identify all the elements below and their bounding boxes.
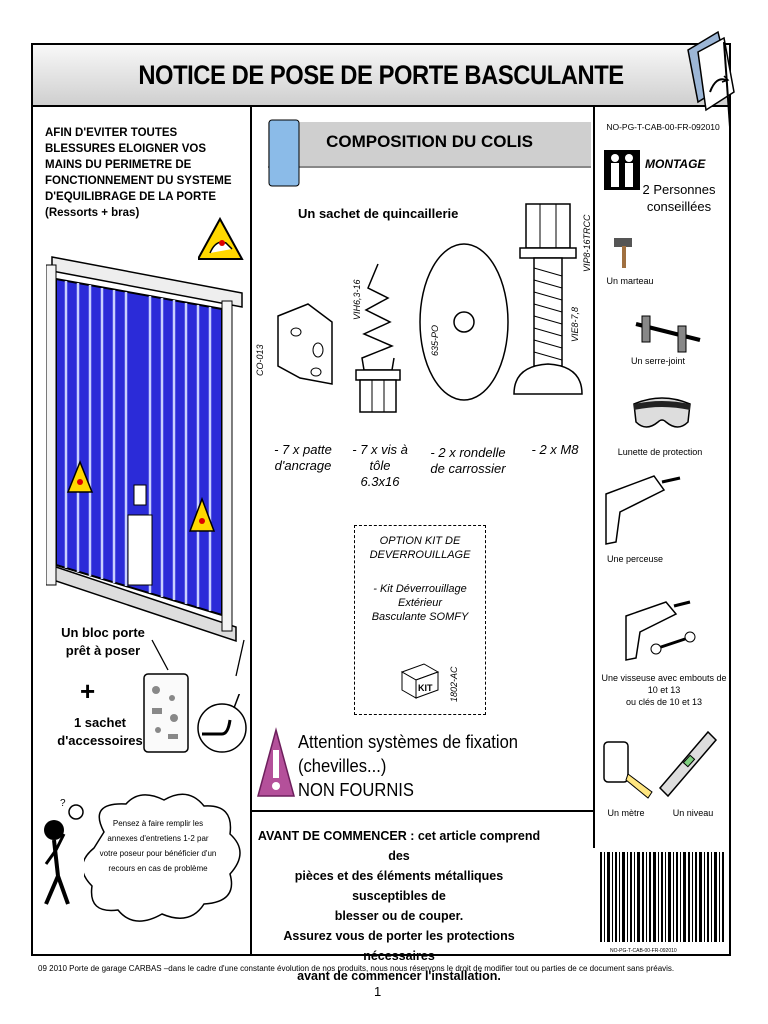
page-title: NOTICE DE POSE DE PORTE BASCULANTE [138, 60, 624, 90]
item-patte-line2: d'ancrage [274, 458, 332, 473]
sachet-line2: d'accessoires [57, 733, 143, 748]
code-co013: CO-013 [255, 344, 265, 376]
two-persons-icon [602, 148, 642, 192]
hammer-icon [610, 234, 646, 270]
bag-icon [266, 116, 302, 190]
callout-lines [150, 638, 250, 678]
kit-box-text: KIT [418, 683, 433, 693]
item-rondelle-line2: de carrossier [430, 461, 506, 476]
safety-warning: AFIN D'EVITER TOUTES BLESSURES ELOIGNER VOS MAINS DU PERIMETRE DE FONCTIONNEMENT DU SYSTEME D'EQUILIBRAGE DE LA PORTE (Ressorts + bras) [45, 127, 232, 219]
kit-box-icon [398, 658, 442, 702]
attention-warning-icon [256, 726, 296, 802]
tool-clamp-label: Un serre-joint [630, 356, 686, 366]
code-vih: VIH6,3-16 [352, 279, 362, 320]
plus-sign: + [80, 676, 96, 706]
barcode-image [596, 848, 728, 948]
item-rondelle-line1: - 2 x rondelle [430, 445, 506, 460]
tape-measure-icon [600, 736, 656, 802]
garage-door-illustration [46, 245, 251, 650]
option-title-line2: DEVERROUILLAGE [369, 549, 471, 561]
tool-visseuse-line1: Une visseuse avec embouts de [601, 673, 727, 683]
washer-drawing [414, 240, 514, 420]
hazard-left-icon [66, 458, 94, 498]
option-title-line1: OPTION KIT DE [379, 535, 461, 547]
bolt-m8-drawing [510, 198, 586, 408]
bloc-porte-line2: prêt à poser [65, 643, 141, 658]
avant-line3: blesser ou de couper. [334, 909, 464, 923]
detail-magnifier-image [194, 694, 250, 756]
avant-line1: AVANT DE COMMENCER : cet article comprend des [257, 829, 541, 863]
montage-subtitle-line1: 2 Personnes [642, 182, 716, 197]
barcode-label: NO-PG-T-CAB-00-FR-092010 [610, 948, 677, 954]
svg-text:?: ? [60, 798, 66, 809]
footer-text: 09 2010 Porte de garage CARBAS –dans le cadre d'une constante évolution de nos produits, nous nous réservons le droit de modifier tout ou parties de ce document sans préavis. [38, 964, 675, 973]
item-patte-line1: - 7 x patte [274, 442, 332, 457]
anchor-bracket-drawing [274, 300, 336, 390]
montage-title: MONTAGE [645, 157, 706, 171]
tool-drill-label: Une perceuse [606, 554, 664, 564]
clamp-icon [632, 310, 704, 354]
bubble-text: Pensez à faire remplir les annexes d'entretiens 1-2 par votre poseur pour bénéficier d'un recours en cas de problème [99, 819, 217, 873]
safety-glasses-icon [630, 388, 694, 440]
option-desc-line1: - Kit Déverrouillage Extérieur [373, 583, 467, 609]
item-vis-line1: - 7 x vis à tôle [352, 442, 408, 473]
bloc-porte-line1: Un bloc porte [61, 625, 145, 640]
avant-line4: Assurez vous de porter les protections nécessaires [283, 929, 515, 963]
item-m8: - 2 x M8 [531, 442, 579, 457]
attention-line1: Attention systèmes de fixation (chevilles...) [298, 732, 518, 776]
montage-subtitle-line2: conseillées [646, 199, 712, 214]
accessories-bag-image [140, 668, 192, 758]
tool-hammer-label: Un marteau [606, 276, 654, 286]
divider-right [593, 107, 595, 848]
avant-line5: avant de commencer l'installation. [297, 969, 501, 983]
code-vip: VIP8-16TRCC [582, 214, 592, 272]
option-desc-line2: Basculante SOMFY [371, 611, 469, 623]
item-vis-line2: 6.3x16 [360, 474, 400, 489]
tool-visseuse-line2: 10 et 13 [647, 685, 681, 695]
composition-title: COMPOSITION DU COLIS [326, 132, 533, 151]
tool-visseuse-line3: ou clés de 10 et 13 [625, 697, 703, 707]
doc-code: NO-PG-T-CAB-00-FR-092010 [606, 122, 720, 132]
tool-metre-label: Un mètre [607, 808, 645, 818]
sachet-label: Un sachet de quincaillerie [298, 206, 459, 221]
avant-line2: pièces et des éléments métalliques susceptibles de [294, 869, 504, 903]
code-vie: VIE8-7,8 [570, 306, 580, 342]
hazard-right-icon [188, 495, 216, 537]
drill-icon [600, 470, 684, 550]
code-1802ac: 1802-AC [449, 666, 459, 702]
page-number: 1 [374, 984, 382, 999]
code-635po: 635-PO [430, 324, 440, 356]
attention-line2: NON FOURNIS [298, 780, 414, 800]
screwdriver-drill-icon [620, 596, 700, 668]
garage-door-corner-icon [680, 22, 740, 132]
level-icon [656, 728, 720, 798]
tool-glasses-label: Lunette de protection [617, 447, 703, 457]
tool-niveau-label: Un niveau [672, 808, 714, 818]
sachet-line1: 1 sachet [73, 715, 127, 730]
